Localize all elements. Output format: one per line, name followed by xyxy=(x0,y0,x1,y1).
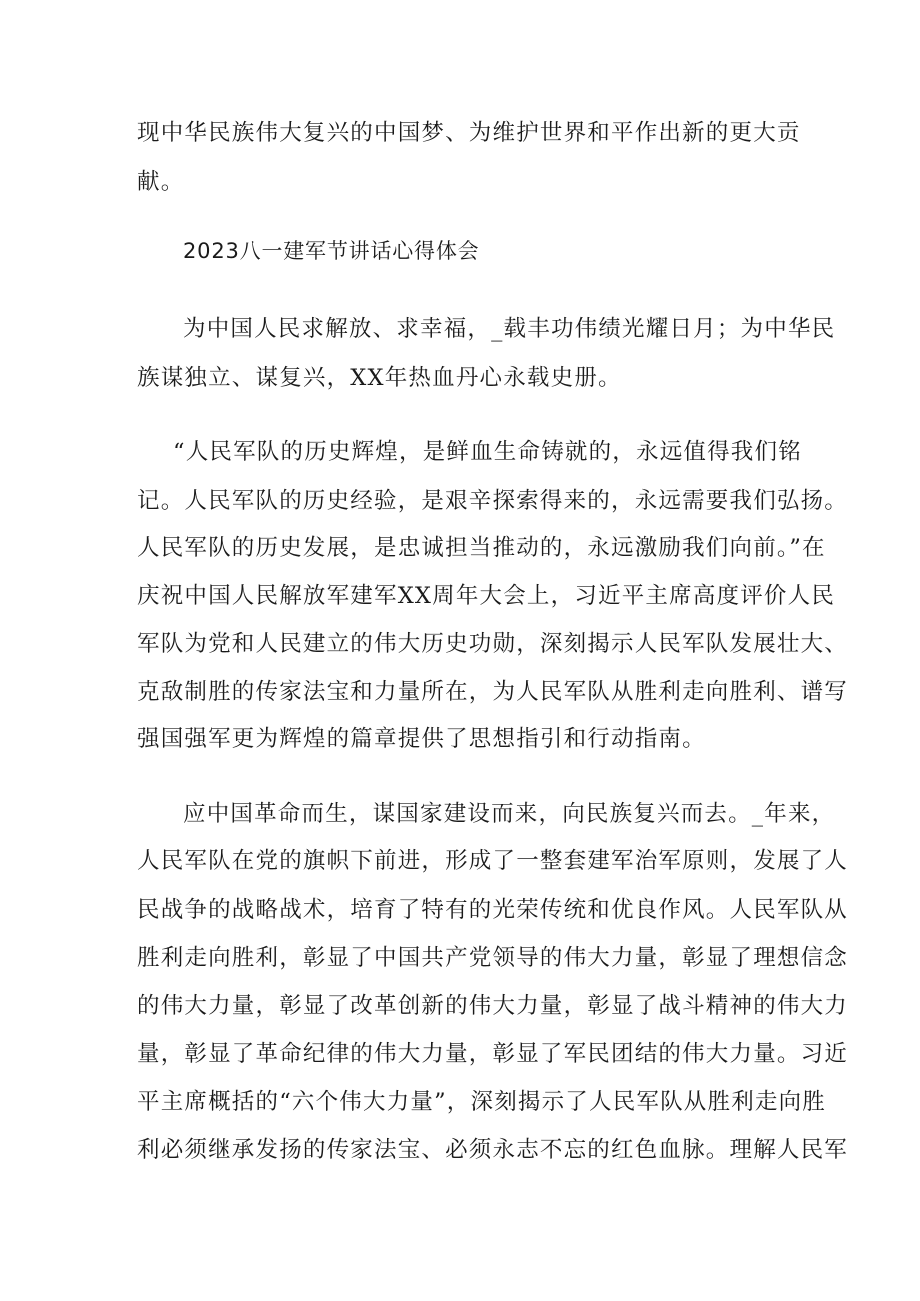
paragraph-line: 人民军队的历史发展，是忠诚担当推动的，永远激励我们向前。”在 xyxy=(137,535,826,561)
paragraph-line: 利必须继承发扬的传家法宝、必须永志不忘的红色血脉。理解人民军 xyxy=(137,1137,849,1163)
paragraph-line: 人民军队在党的旗帜下前进，形成了一整套建军治军原则，发展了人 xyxy=(137,848,849,874)
paragraph-line: 为中国人民求解放、求幸福，_载丰功伟绩光耀日月；为中华民 xyxy=(183,316,836,342)
continuation-line: 献。 xyxy=(137,169,185,195)
paragraph-line: 的伟大力量，彰显了改革创新的伟大力量，彰显了战斗精神的伟大力 xyxy=(137,993,849,1019)
continuation-line: 现中华民族伟大复兴的中国梦、为维护世界和平作出新的更大贡 xyxy=(137,120,801,146)
paragraph-line: 记。人民军队的历史经验，是艰辛探索得来的，永远需要我们弘扬。 xyxy=(137,488,849,514)
paragraph-line: 胜利走向胜利，彰显了中国共产党领导的伟大力量，彰显了理想信念 xyxy=(137,945,849,971)
paragraph-line: 强国强军更为辉煌的篇章提供了思想指引和行动指南。 xyxy=(137,726,706,752)
paragraph-line: 庆祝中国人民解放军建军XX周年大会上，习近平主席高度评价人民 xyxy=(137,583,836,609)
paragraph-line: 民战争的战略战术，培育了特有的光荣传统和优良作风。人民军队从 xyxy=(137,897,849,923)
paragraph-line: “人民军队的历史辉煌，是鲜血生命铸就的，永远值得我们铭 xyxy=(173,439,802,465)
paragraph-line: 克敌制胜的传家法宝和力量所在，为人民军队从胜利走向胜利、谱写 xyxy=(137,679,849,705)
paragraph-line: 量，彰显了革命纪律的伟大力量，彰显了军民团结的伟大力量。习近 xyxy=(137,1041,849,1067)
paragraph-line: 军队为党和人民建立的伟大历史功勋，深刻揭示人民军队发展壮大、 xyxy=(137,631,849,657)
paragraph-line: 应中国革命而生，谋国家建设而来，向民族复兴而去。_年来， xyxy=(183,801,836,827)
document-title: 2023八一建军节讲话心得体会 xyxy=(183,239,480,263)
paragraph-line: 平主席概括的“六个伟大力量”，深刻揭示了人民军队从胜利走向胜 xyxy=(137,1089,827,1115)
paragraph-line: 族谋独立、谋复兴，XX年热血丹心永载史册。 xyxy=(137,365,622,391)
